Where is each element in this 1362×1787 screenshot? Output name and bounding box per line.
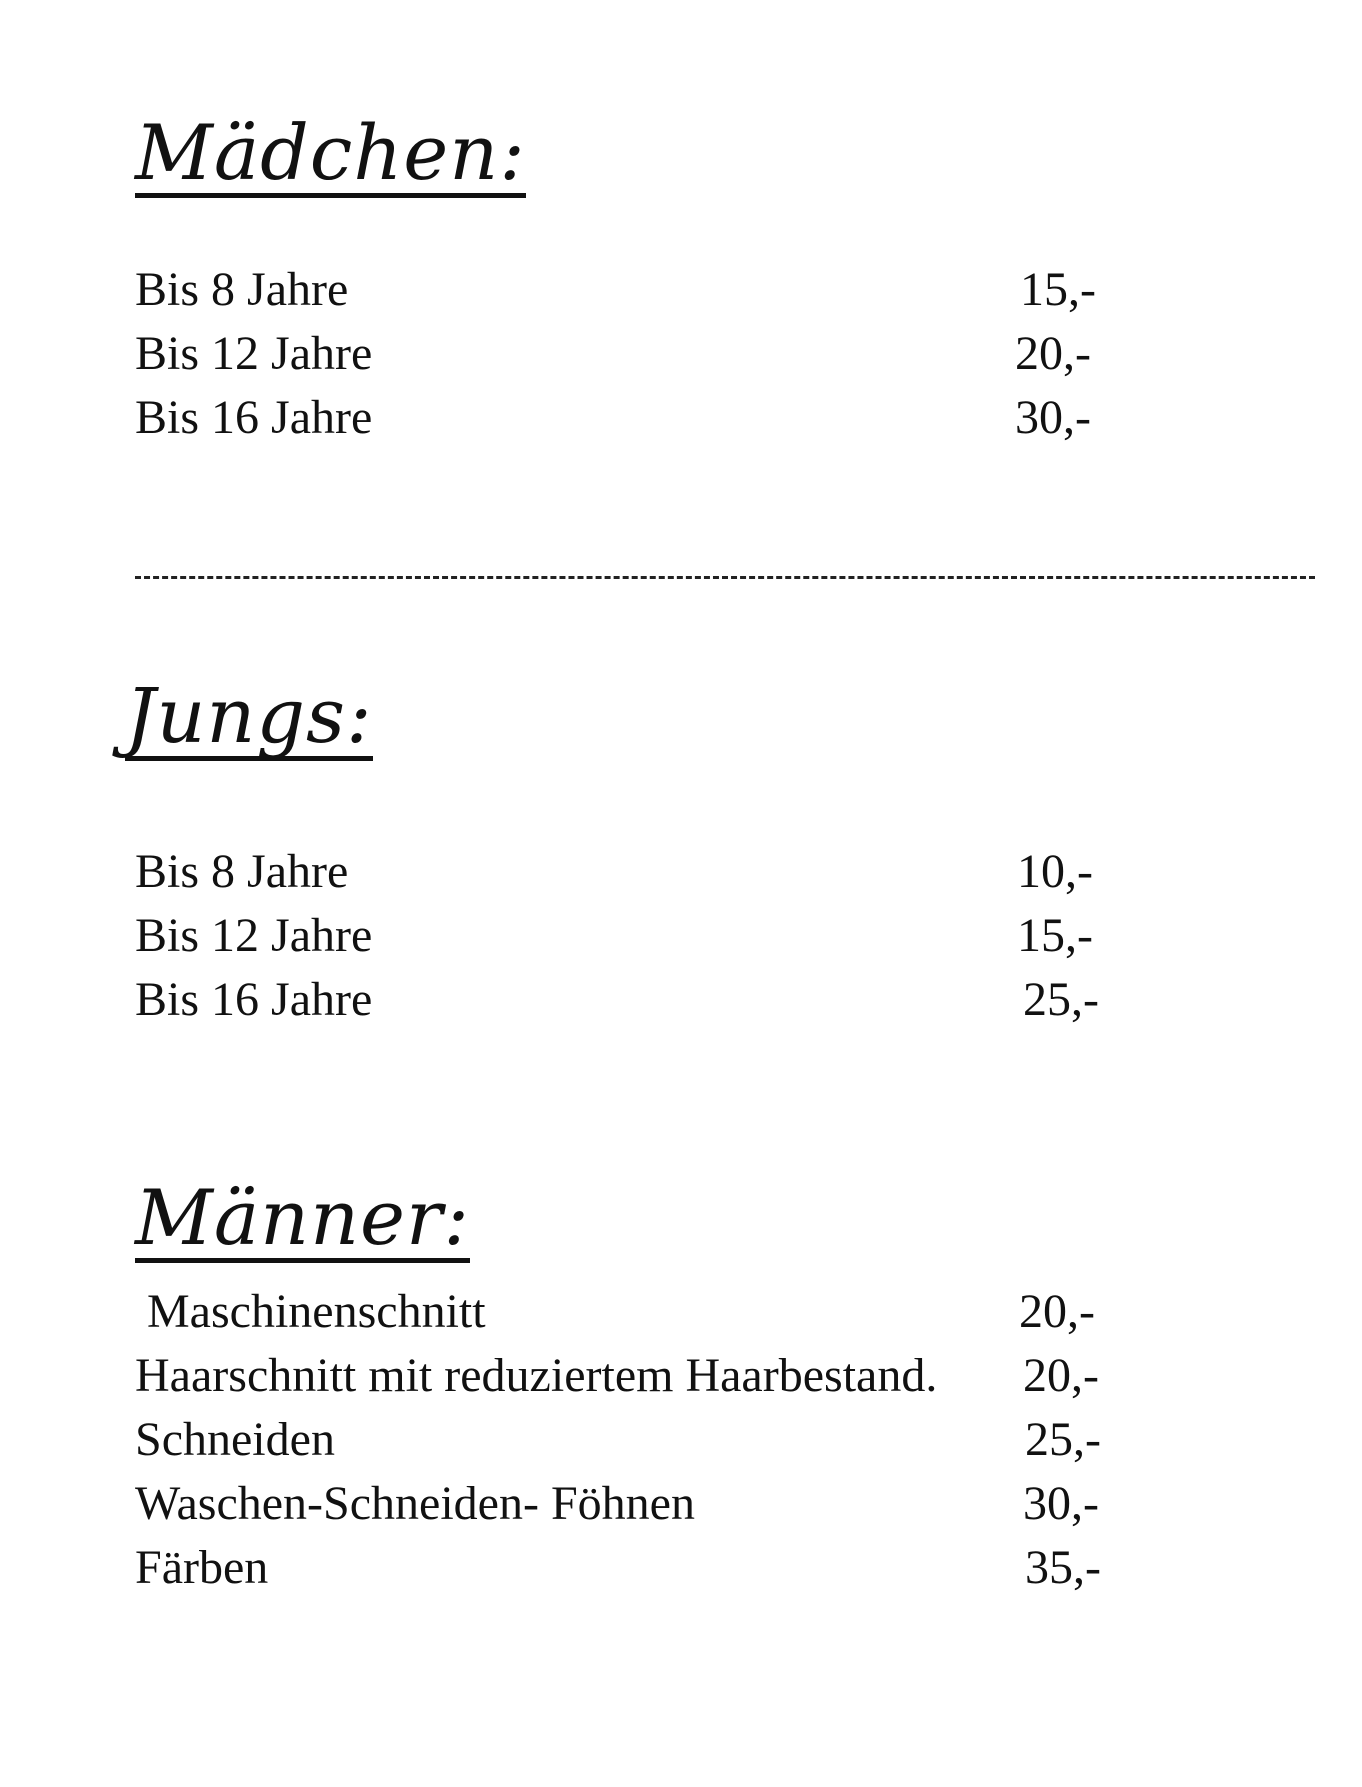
service-price: 20,- (1019, 1285, 1095, 1338)
service-price: 30,- (1015, 391, 1091, 444)
service-label: Haarschnitt mit reduziertem Haarbestand. (135, 1349, 938, 1402)
price-row (135, 904, 1135, 968)
price-row (135, 1344, 1135, 1408)
service-price: 20,- (1015, 327, 1091, 380)
service-price: 30,- (1023, 1477, 1099, 1530)
service-label: Maschinenschnitt (135, 1285, 486, 1338)
dashed-separator (135, 576, 1315, 579)
section-heading-maedchen: Mädchen: (135, 108, 526, 197)
price-row (135, 1408, 1135, 1472)
service-label: Bis 12 Jahre (135, 327, 373, 380)
price-row (135, 840, 1135, 904)
service-price: 10,- (1017, 845, 1093, 898)
price-row (135, 386, 1135, 450)
service-price: 15,- (1020, 263, 1096, 316)
service-price: 25,- (1025, 1413, 1101, 1466)
service-price: 15,- (1017, 909, 1093, 962)
service-label: Bis 16 Jahre (135, 391, 373, 444)
service-price: 35,- (1025, 1541, 1101, 1594)
section-heading-jungs: Jungs: (125, 671, 373, 760)
price-row (135, 1472, 1135, 1536)
price-row (135, 258, 1135, 322)
service-label: Waschen-Schneiden- Föhnen (135, 1477, 695, 1530)
service-label: Färben (135, 1541, 269, 1594)
service-price: 25,- (1023, 973, 1099, 1026)
service-label: Bis 12 Jahre (135, 909, 373, 962)
section-heading-maenner: Männer: (135, 1173, 470, 1262)
price-row (135, 322, 1135, 386)
service-label: Bis 8 Jahre (135, 845, 349, 898)
service-label: Bis 16 Jahre (135, 973, 373, 1026)
service-price: 20,- (1023, 1349, 1099, 1402)
price-row (135, 968, 1135, 1032)
price-row (135, 1536, 1135, 1600)
price-row (135, 1280, 1135, 1344)
service-label: Schneiden (135, 1413, 335, 1466)
service-label: Bis 8 Jahre (135, 263, 349, 316)
